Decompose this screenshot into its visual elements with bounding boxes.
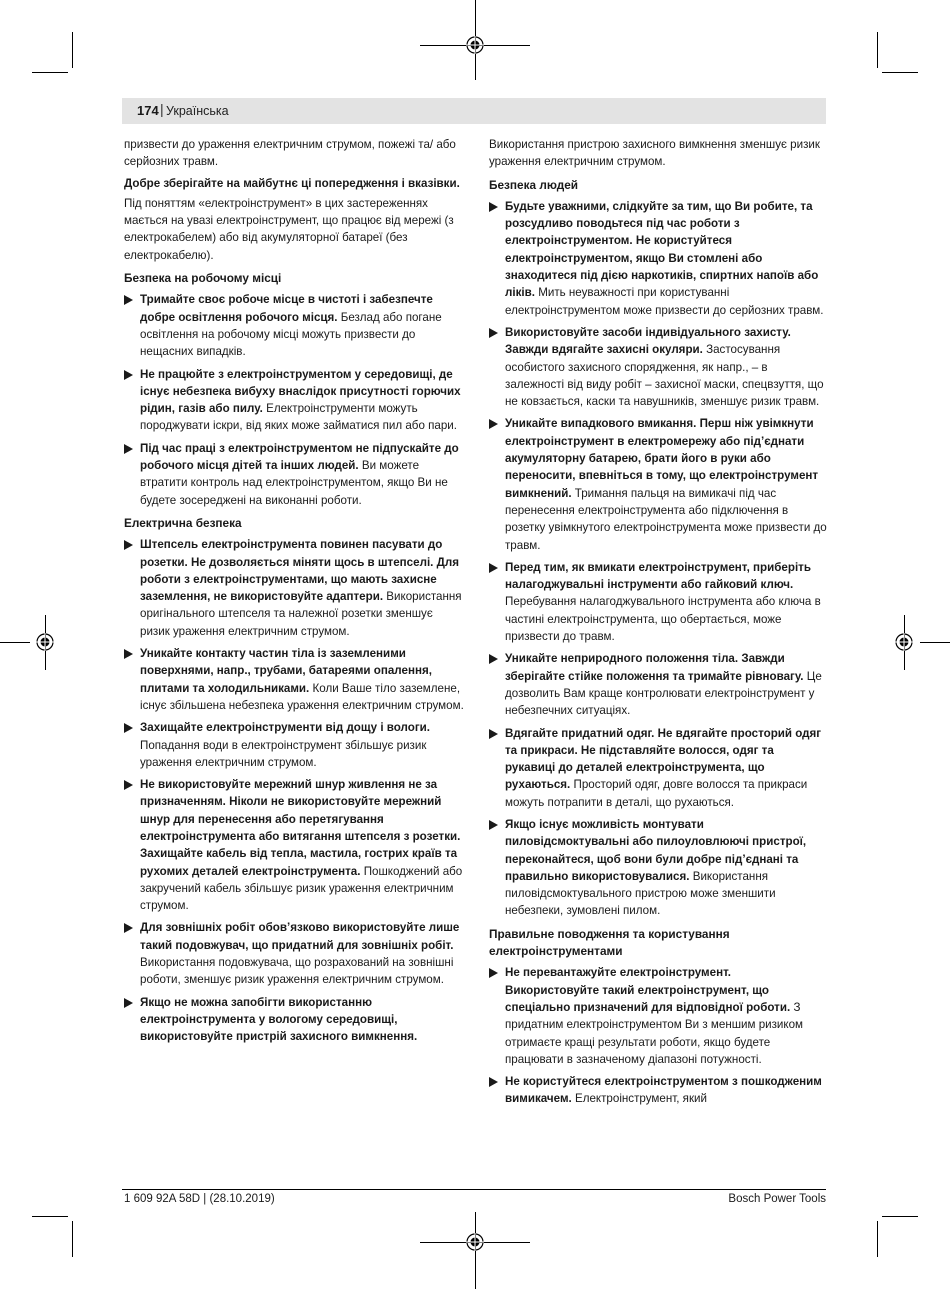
list-item (124, 440, 464, 509)
item-bold-text: Захищайте електроінструменти від дощу і вологи. (140, 721, 431, 735)
bullet-triangle-icon (489, 654, 498, 664)
bullet-triangle-icon (124, 923, 133, 933)
bullet-triangle-icon (489, 820, 498, 830)
item-text: Попадання води в електроінструмент збільшує ризик ураження електричним струмом. (140, 738, 427, 769)
keep-warnings-note: Добре зберігайте на майбутнє ці попередження і вказівки. (124, 176, 460, 190)
footer-rule (122, 1189, 826, 1190)
item-text: З придатним електроінструментом Ви з меншим ризиком отримаєте кращі результати роботи, якщо будете працювати в зазначеному діапазоні потужності. (505, 1000, 804, 1066)
list-item (489, 324, 827, 410)
crop-mark (882, 72, 918, 73)
item-text: Перебування налагоджувального інструмента або ключа в частині електроінструмента, що обертається, може призвести до травм. (505, 595, 821, 644)
item-bold-text: Не використовуйте мережний шнур живлення не за призначенням. Ніколи не використовуйте мережний шнур для перенесення або перетягування електроінструмента або витягання штепселя з розетки. Захищайте кабель від тепла, мастила, гострих країв та рухомих деталей електроінструмента. (140, 778, 461, 878)
list-item (124, 719, 464, 771)
item-text: Електроінструменти можуть породжувати іскри, від яких може займатися пил або пари. (140, 402, 457, 433)
item-bold-text: Перед тим, як вмикати електроінструмент, приберіть налагоджувальні інструменти або гайковий ключ. (505, 560, 811, 592)
header-language: Українська (166, 104, 229, 118)
section-heading-electrical: Електрична безпека (124, 515, 242, 530)
item-bold-text: Вдягайте придатний одяг. Не вдягайте просторий одяг та прикраси. Не підставляйте волосся, одяг та рукавиці до деталей електроінструмента, що рухаються. (505, 726, 822, 792)
item-text: Використання пиловідсмоктувального пристрою може зменшити небезпеки, зумовлені пилом. (505, 869, 776, 918)
crop-mark (72, 1221, 73, 1257)
crop-mark (877, 32, 878, 68)
right-column (489, 136, 827, 1113)
registration-mark-icon (895, 633, 913, 651)
section-heading-workplace: Безпека на робочому місці (124, 271, 282, 286)
bullet-triangle-icon (489, 729, 498, 739)
bullet-triangle-icon (489, 328, 498, 338)
bullet-triangle-icon (124, 780, 133, 790)
crop-mark (32, 72, 68, 73)
item-bold-text: Якщо існує можливість монтувати пиловідсмоктувальні або пилоуловлюючі пристрої, переконайтеся, щоб вони були добре під’єднані та правильно використовувалися. (505, 817, 807, 883)
bullet-triangle-icon (124, 370, 133, 380)
registration-mark-icon (466, 36, 484, 54)
bullet-triangle-icon (124, 649, 133, 659)
bullet-triangle-icon (489, 563, 498, 573)
continued-paragraph: Використання пристрою захисного вимкнення зменшує ризик ураження електричним струмом. (489, 138, 820, 169)
crop-mark (877, 1221, 878, 1257)
crop-line (920, 642, 950, 643)
bullet-triangle-icon (124, 295, 133, 305)
intro-continued: призвести до ураження електричним струмом, пожежі та/ або серйозних травм. (124, 138, 456, 169)
item-bold-text: Уникайте неприродного положення тіла. Завжди зберігайте стійке положення та тримайте рівновагу. (505, 652, 804, 683)
bullet-triangle-icon (489, 968, 498, 978)
item-bold-text: Уникайте випадкового вмикання. Перш ніж увімкнути електроінструмент в електромережу або під’єднати акумуляторну батарею, брати його в руки або переносити, впевніться в тому, що електроінструмент вимкнений. (505, 417, 819, 500)
bullet-triangle-icon (489, 1077, 498, 1087)
crop-line (0, 642, 30, 643)
footer-doc-id: 1 609 92A 58D | (28.10.2019) (124, 1193, 275, 1205)
item-bold-text: Не перевантажуйте електроінструмент. Використовуйте такий електроінструмент, що спеціально призначений для відповідної роботи. (505, 966, 791, 1014)
item-bold-text: Тримайте своє робоче місце в чистоті і забезпечте добре освітлення робочого місця. (140, 293, 433, 324)
crop-mark (882, 1216, 918, 1217)
section-heading-personal: Безпека людей (489, 177, 579, 192)
left-column (124, 136, 464, 1051)
definition-paragraph: Під поняттям «електроінструмент» в цих застереженнях мається на увазі електроінструмент, що працює від мережі (з електрокабелем) або від акумуляторної батареї (без електрокабелю). (124, 196, 454, 262)
list-item (124, 291, 464, 360)
crop-mark (32, 1216, 68, 1217)
item-text: Просторий одяг, довге волосся та прикраси можуть потрапити в деталі, що рухаються. (505, 778, 808, 809)
list-item (489, 725, 827, 811)
list-item (124, 994, 464, 1046)
list-item (489, 559, 827, 645)
list-item (489, 1073, 827, 1108)
crop-mark (72, 32, 73, 68)
bullet-triangle-icon (124, 998, 133, 1008)
item-bold-text: Використовуйте засоби індивідуального захисту. Завжди вдягайте захисні окуляри. (505, 325, 791, 357)
page-number: 174 (137, 103, 159, 118)
item-text: Це дозволить Вам краще контролювати електроінструмент у небезпечних ситуаціях. (505, 669, 822, 718)
item-text: Електроінструмент, який (571, 1092, 707, 1106)
bullet-triangle-icon (489, 202, 498, 212)
item-text: Пошкоджений або закручений кабель збільшує ризик ураження електричним струмом. (140, 864, 463, 913)
header-separator: | (160, 101, 164, 117)
registration-mark-icon (36, 633, 54, 651)
bullet-triangle-icon (489, 419, 498, 429)
item-bold-text: Якщо не можна запобігти використанню електроінструмента у вологому середовищі, використовуйте пристрій захисного вимкнення. (140, 995, 418, 1044)
list-item (124, 776, 464, 914)
bullet-triangle-icon (124, 444, 133, 454)
list-item (489, 415, 827, 553)
bullet-triangle-icon (124, 540, 133, 550)
item-bold-text: Для зовнішніх робіт обов’язково використовуйте лише такий подовжувач, що придатний для зовнішніх робіт. (140, 921, 460, 952)
item-text: Використання оригінального штепселя та належної розетки зменшує ризик ураження електричним струмом. (140, 590, 462, 638)
item-text: Коли Ваше тіло заземлене, існує збільшена небезпека ураження електричним струмом. (140, 681, 464, 712)
item-text: Безлад або погане освітлення на робочому місці можуть призвести до нещасних випадків. (140, 310, 442, 359)
item-bold-text: Штепсель електроінструмента повинен пасувати до розетки. Не дозволяється міняти щось в штепселі. Для роботи з електроінструментами, що мають захисне заземлення, не використовуйте адаптери. (140, 538, 459, 604)
item-text: Застосування особистого захисного спорядження, як напр., – в залежності від виду робіт – захисної маски, спецвзуття, що не ковзається, каски та навушників, зменшує ризик травм. (505, 343, 824, 409)
bullet-triangle-icon (124, 723, 133, 733)
list-item (489, 198, 827, 319)
footer-brand: Bosch Power Tools (728, 1193, 826, 1205)
item-bold-text: Під час праці з електроінструментом не підпускайте до робочого місця дітей та інших людей. (140, 441, 459, 473)
list-item (489, 816, 827, 920)
item-bold-text: Уникайте контакту частин тіла із заземленими поверхнями, напр., трубами, батареями опалення, плитами та холодильниками. (140, 647, 432, 695)
registration-mark-icon (466, 1233, 484, 1251)
list-item (124, 645, 464, 714)
item-bold-text: Не користуйтеся електроінструментом з пошкодженим вимикачем. (505, 1075, 822, 1106)
item-text: Тримання пальця на вимикачі під час перенесення електроінструмента або підключення в розетку увімкнутого електроінструмента може призвести до травм. (505, 486, 827, 552)
list-item (124, 536, 464, 640)
section-heading-usage: Правильне поводження та користування електроінструментами (489, 926, 730, 959)
item-text: Ви можете втратити контроль над електроінструментом, якщо Ви не будете зосереджені на виконанні роботи. (140, 459, 448, 507)
list-item (489, 964, 827, 1068)
item-text: Мить неуважності при користуванні електроінструментом може призвести до серйозних травм. (505, 286, 824, 317)
item-text: Використання подовжувача, що розрахований на зовнішні роботи, зменшує ризик ураження електричним струмом. (140, 956, 454, 987)
list-item (124, 366, 464, 435)
item-bold-text: Будьте уважними, слідкуйте за тим, що Ви робите, та розсудливо поводьтеся під час роботи з електроінструментом. Не користуйтеся електроінструментом, якщо Ви стомлені або знаходитеся під дією наркотиків, спиртних напоїв або ліків. (505, 199, 819, 300)
list-item (124, 919, 464, 988)
list-item (489, 650, 827, 719)
item-bold-text: Не працюйте з електроінструментом у середовищі, де існує небезпека вибуху внаслідок присутності горючих рідин, газів або пилу. (140, 367, 461, 416)
